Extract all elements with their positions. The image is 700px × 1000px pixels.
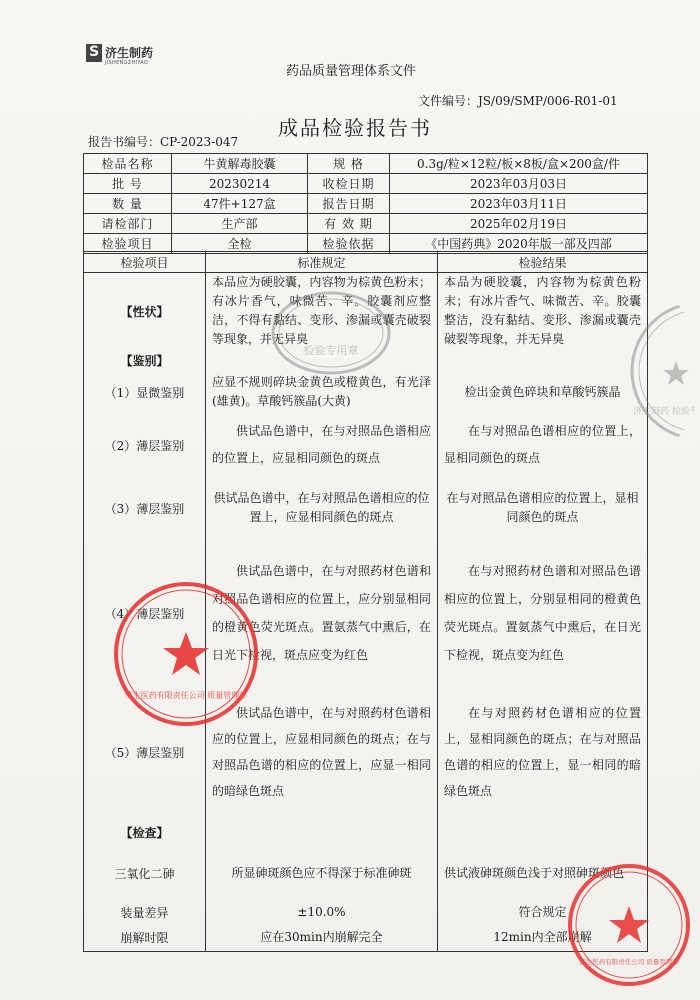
- disint-label: 崩解时限: [120, 931, 169, 946]
- ident4-std: 供试品色谱中，在与对照药材色谱和对照品色谱相应的位置上，应分别显相同的橙黄色荧光斑点。置氨蒸气中熏后，在日光下检视，斑点应变为红色: [212, 564, 431, 662]
- expiry-label: 有 效 期: [308, 214, 390, 234]
- company-seal-right-text: 济生医药有限责任公司 质量管理部: [579, 958, 679, 966]
- dept-value: 生产部: [172, 214, 308, 234]
- character-label: 【性状】: [120, 304, 169, 319]
- ident1-result: 检出金黄色碎块和草酸钙簇晶: [464, 384, 621, 399]
- arsenic-label: 三氧化二砷: [114, 866, 175, 881]
- ident3-label: （3）薄层鉴别: [104, 501, 185, 516]
- ident2-result: 在与对照品色谱相应的位置上，显相同颜色的斑点: [444, 424, 641, 465]
- page-title: 成品检验报告书: [278, 116, 432, 140]
- ident4-result: 在与对照药材色谱和对照品色谱相应的位置上，分别显相同的橙黄色荧光斑点。置氨蒸气中熏后，在日光下检视，斑点变为红色: [444, 564, 641, 662]
- company-logo: [86, 44, 160, 70]
- logo-name: 济生制药: [105, 46, 154, 60]
- table-row: [84, 154, 648, 174]
- report-number: 报告书编号：CP-2023-047: [88, 135, 239, 149]
- info-table: [83, 153, 648, 254]
- table-row: [84, 817, 648, 847]
- report-date-label: 报告日期: [308, 194, 390, 214]
- table-row: [84, 847, 648, 899]
- disint-result: 12min内全部崩解: [493, 930, 592, 945]
- receive-date: 2023年03月03日: [390, 174, 648, 194]
- spec-value: 0.3g/粒×12粒/板×8板/盒×200盒/件: [390, 154, 648, 174]
- company-seal-right: [566, 862, 692, 988]
- ident2-std: 供试品色谱中，在与对照品色谱相应的位置上，应显相同颜色的斑点: [212, 424, 431, 465]
- table-row: [84, 214, 648, 234]
- ident1-std: 应显不规则碎块金黄色或橙黄色，有光泽(雄黄)。草酸钙簇晶(大黄): [212, 375, 431, 408]
- dept-label: 请检部门: [84, 214, 172, 234]
- logo-subtitle: JISHENGZHIYAO: [105, 60, 149, 66]
- spec-label: 规 格: [308, 154, 390, 174]
- loading-result: 符合规定: [518, 904, 567, 919]
- batch-label: 批 号: [84, 174, 172, 194]
- ident2-label: （2）薄层鉴别: [104, 438, 185, 453]
- company-seal-left: [112, 580, 260, 728]
- loading-std: ±10.0%: [297, 904, 346, 919]
- arsenic-result: 供试液砷斑颜色浅于对照砷斑颜色: [444, 865, 625, 880]
- ident5-std: 供试品色谱中，在与对照药材色谱相应的位置上，应显相同颜色的斑点；在与对照品色谱的相应的位置上，应显一相同的暗绿色斑点: [212, 706, 431, 798]
- file-number: 文件编号：JS/09/SMP/006-R01-01: [418, 94, 618, 108]
- table-row: [84, 899, 648, 925]
- doc-category: 药品质量管理体系文件: [286, 64, 417, 79]
- table-row: [84, 194, 648, 214]
- item-value: 全检: [172, 234, 308, 254]
- disint-std: 应在30min内崩解完全: [260, 930, 383, 945]
- ident5-result: 在与对照药材色谱相应的位置上，显相同颜色的斑点；在与对照品色谱的相应的位置上，显一相同的暗绿色斑点: [444, 706, 641, 798]
- inspection-seal-edge: [618, 296, 700, 446]
- product-name: 牛黄解毒胶囊: [172, 154, 308, 174]
- character-std: 本品应为硬胶囊，内容物为棕黄色粉末；有冰片香气，味微苦、辛。胶囊剂应整洁，不得有黏结、变形、渗漏或囊壳破裂等现象，并无异臭: [212, 275, 431, 346]
- logo-icon: [86, 44, 102, 62]
- expiry-value: 2025年02月19日: [390, 214, 648, 234]
- header-item: 检验项目: [84, 252, 206, 273]
- table-row: [84, 925, 648, 951]
- basis-label: 检验依据: [308, 234, 390, 254]
- identification-label: 【鉴别】: [120, 353, 169, 368]
- batch-value: 20230214: [172, 174, 308, 194]
- ident1-label: （1）显微鉴别: [104, 385, 185, 400]
- table-row: [84, 174, 648, 194]
- ident3-std: 供试品色谱中，在与对照品色谱相应的位置上，应显相同颜色的斑点: [213, 491, 430, 524]
- arsenic-std: 所显砷斑颜色应不得深于标准砷斑: [231, 865, 412, 880]
- quantity-value: 47件+127盒: [172, 194, 308, 214]
- item-label: 检验项目: [84, 234, 172, 254]
- qc-inspection-seal: [268, 288, 394, 378]
- table-row: [84, 371, 648, 413]
- header-result: 检验结果: [438, 252, 648, 273]
- quantity-label: 数 量: [84, 194, 172, 214]
- basis-value: 《中国药典》2020年版一部及四部: [390, 234, 648, 254]
- results-header-row: [84, 252, 648, 273]
- ident5-label: （5）薄层鉴别: [104, 745, 185, 760]
- table-row: [84, 477, 648, 539]
- edge-seal-text: 济生制药 检验专: [633, 407, 699, 417]
- product-name-label: 检品名称: [84, 154, 172, 174]
- loading-label: 装量差异: [120, 905, 169, 920]
- table-row: [84, 413, 648, 477]
- header-std: 标准规定: [206, 252, 438, 273]
- qc-seal-text: 检验专用章: [303, 344, 359, 357]
- ident4-label: （4）薄层鉴别: [104, 606, 185, 621]
- character-result: 本品为硬胶囊，内容物为棕黄色粉末；有冰片香气、味微苦、辛。胶囊整洁，没有黏结、变形、渗漏或囊壳破裂等现象，并无异臭: [444, 275, 641, 346]
- company-seal-left-text: 济生医药有限责任公司 质量管理部: [124, 691, 248, 700]
- check-label: 【检查】: [120, 825, 169, 840]
- receive-date-label: 收检日期: [308, 174, 390, 194]
- ident3-result: 在与对照品色谱相应的位置上，显相同颜色的斑点: [446, 491, 639, 524]
- report-date: 2023年03月11日: [390, 194, 648, 214]
